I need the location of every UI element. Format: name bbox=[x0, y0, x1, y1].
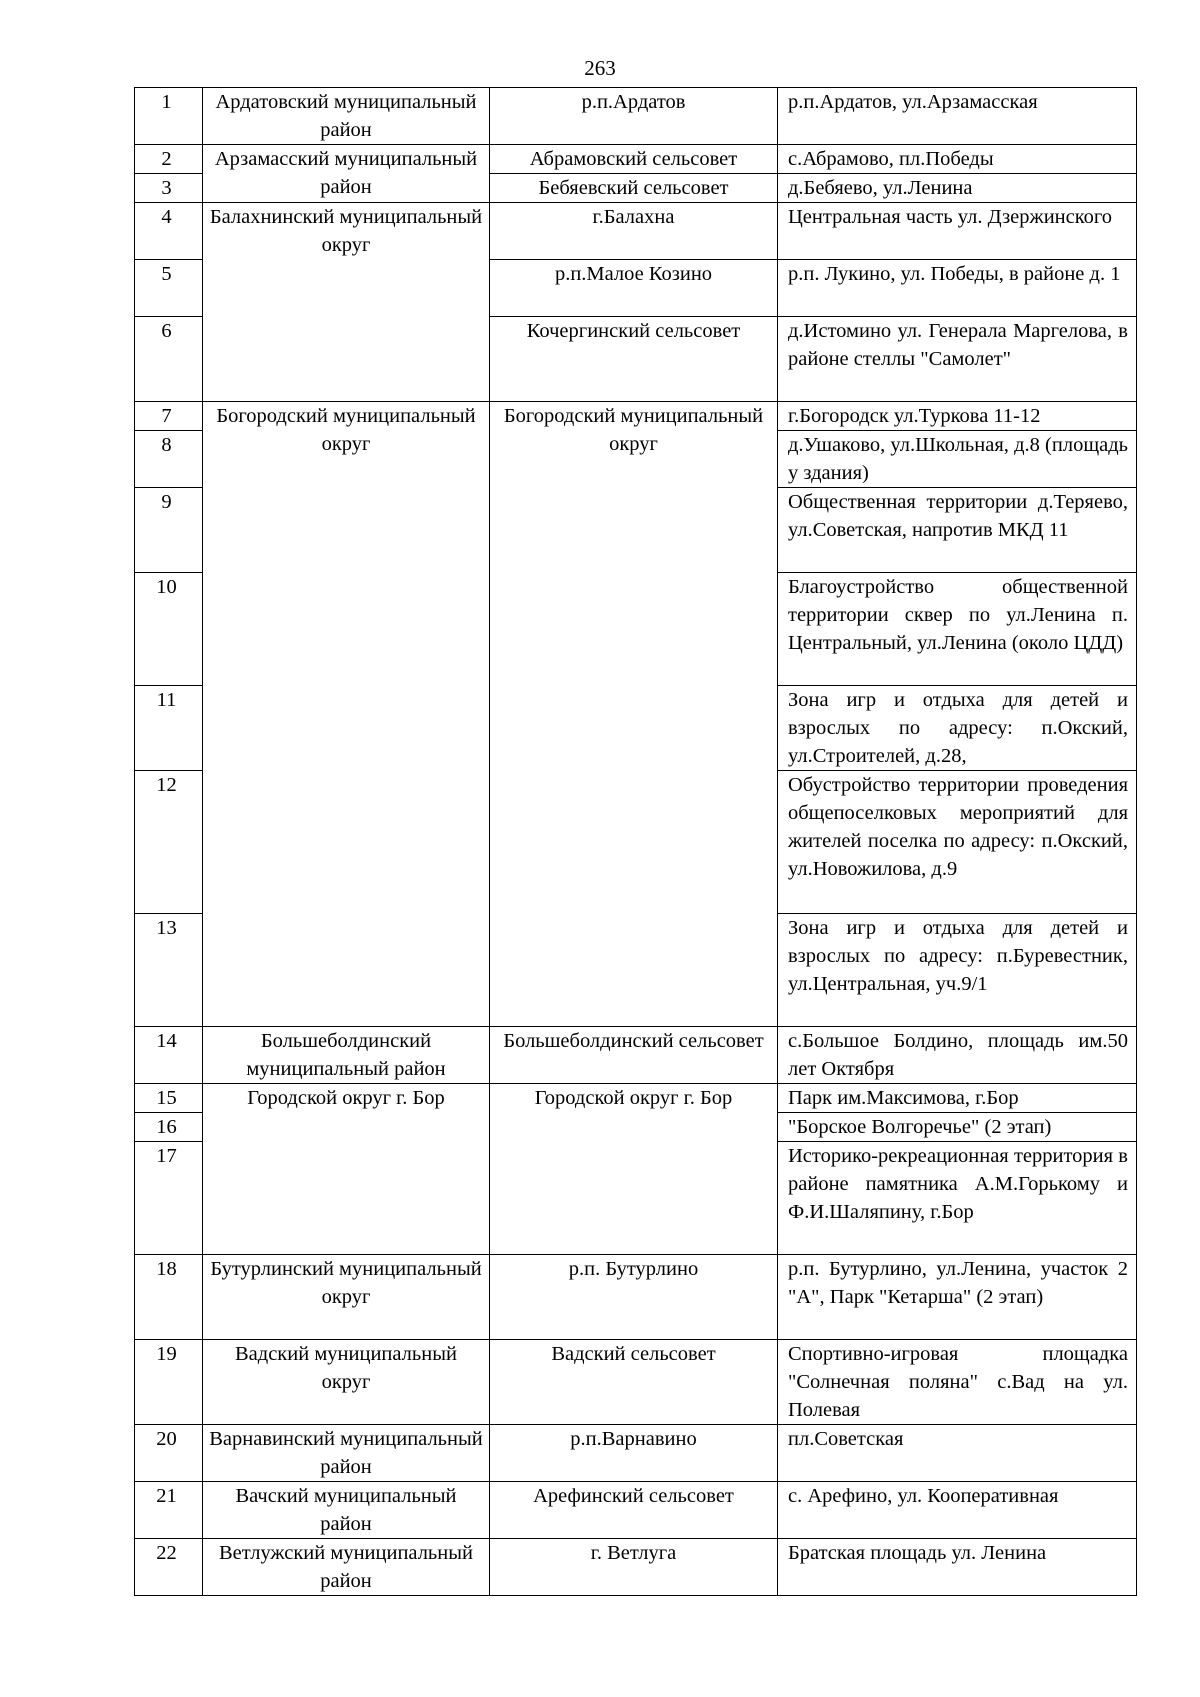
settlement-cell: р.п.Малое Козино bbox=[490, 260, 778, 317]
location-cell: Благоустройство общественной территории сквер по ул.Ленина п. Центральный, ул.Ленина (около ЦДД) bbox=[778, 573, 1137, 686]
location-cell: Спортивно-игровая площадка "Солнечная поляна" с.Вад на ул. Полевая bbox=[778, 1340, 1137, 1425]
row-number-cell: 10 bbox=[135, 573, 203, 686]
municipality-cell: Бутурлинский муниципальный округ bbox=[203, 1255, 490, 1340]
location-cell: с. Арефино, ул. Кооперативная bbox=[778, 1482, 1137, 1539]
row-number-cell: 8 bbox=[135, 431, 203, 488]
table-row bbox=[135, 145, 1137, 174]
settlement-cell: Городской округ г. Бор bbox=[490, 1084, 778, 1255]
location-cell: "Борское Волгоречье" (2 этап) bbox=[778, 1113, 1137, 1142]
row-number-cell: 2 bbox=[135, 145, 203, 174]
settlement-cell: р.п. Бутурлино bbox=[490, 1255, 778, 1340]
table-row bbox=[135, 1539, 1137, 1596]
row-number-cell: 13 bbox=[135, 914, 203, 1027]
table-row bbox=[135, 1482, 1137, 1539]
settlement-cell: Богородский муниципальный округ bbox=[490, 402, 778, 1027]
location-cell: р.п.Ардатов, ул.Арзамасская bbox=[778, 88, 1137, 145]
municipality-cell: Большеболдинский муниципальный район bbox=[203, 1027, 490, 1084]
location-cell: г.Богородск ул.Туркова 11-12 bbox=[778, 402, 1137, 431]
settlement-cell: р.п.Ардатов bbox=[490, 88, 778, 145]
table-row bbox=[135, 402, 1137, 431]
row-number-cell: 20 bbox=[135, 1425, 203, 1482]
municipality-cell: Вадский муниципальный округ bbox=[203, 1340, 490, 1425]
location-cell: с.Абрамово, пл.Победы bbox=[778, 145, 1137, 174]
table-row bbox=[135, 1027, 1137, 1084]
settlement-cell: Кочергинский сельсовет bbox=[490, 317, 778, 402]
row-number-cell: 4 bbox=[135, 203, 203, 260]
row-number-cell: 16 bbox=[135, 1113, 203, 1142]
row-number-cell: 6 bbox=[135, 317, 203, 402]
settlement-cell: Большеболдинский сельсовет bbox=[490, 1027, 778, 1084]
location-cell: Парк им.Максимова, г.Бор bbox=[778, 1084, 1137, 1113]
row-number-cell: 12 bbox=[135, 771, 203, 914]
location-cell: Общественная территории д.Теряево, ул.Советская, напротив МКД 11 bbox=[778, 488, 1137, 573]
municipality-cell: Богородский муниципальный округ bbox=[203, 402, 490, 1027]
location-cell: пл.Советская bbox=[778, 1425, 1137, 1482]
settlement-cell: Бебяевский сельсовет bbox=[490, 174, 778, 203]
table-row bbox=[135, 1255, 1137, 1340]
row-number-cell: 15 bbox=[135, 1084, 203, 1113]
row-number-cell: 21 bbox=[135, 1482, 203, 1539]
row-number-cell: 3 bbox=[135, 174, 203, 203]
location-cell: д.Истомино ул. Генерала Маргелова, в районе стеллы "Самолет" bbox=[778, 317, 1137, 402]
location-cell: Центральная часть ул. Дзержинского bbox=[778, 203, 1137, 260]
location-cell: д.Бебяево, ул.Ленина bbox=[778, 174, 1137, 203]
municipality-cell: Вачский муниципальный район bbox=[203, 1482, 490, 1539]
row-number-cell: 17 bbox=[135, 1142, 203, 1255]
page-number: 263 bbox=[584, 56, 616, 80]
settlement-cell: Арефинский сельсовет bbox=[490, 1482, 778, 1539]
registry-table bbox=[134, 87, 1137, 1596]
municipality-cell: Городской округ г. Бор bbox=[203, 1084, 490, 1255]
table-row bbox=[135, 88, 1137, 145]
municipality-cell: Варнавинский муниципальный район bbox=[203, 1425, 490, 1482]
municipality-cell: Балахнинский муниципальный округ bbox=[203, 203, 490, 402]
row-number-cell: 19 bbox=[135, 1340, 203, 1425]
row-number-cell: 5 bbox=[135, 260, 203, 317]
row-number-cell: 14 bbox=[135, 1027, 203, 1084]
location-cell: Зона игр и отдыха для детей и взрослых по адресу: п.Окский, ул.Строителей, д.28, bbox=[778, 686, 1137, 771]
row-number-cell: 1 bbox=[135, 88, 203, 145]
municipality-cell: Арзамасский муниципальный район bbox=[203, 145, 490, 203]
location-cell: р.п. Лукино, ул. Победы, в районе д. 1 bbox=[778, 260, 1137, 317]
table-row bbox=[135, 1340, 1137, 1425]
settlement-cell: Вадский сельсовет bbox=[490, 1340, 778, 1425]
municipality-cell: Ардатовский муниципальный район bbox=[203, 88, 490, 145]
location-cell: с.Большое Болдино, площадь им.50 лет Октября bbox=[778, 1027, 1137, 1084]
row-number-cell: 22 bbox=[135, 1539, 203, 1596]
settlement-cell: г. Ветлуга bbox=[490, 1539, 778, 1596]
settlement-cell: г.Балахна bbox=[490, 203, 778, 260]
municipality-cell: Ветлужский муниципальный район bbox=[203, 1539, 490, 1596]
row-number-cell: 7 bbox=[135, 402, 203, 431]
table-row bbox=[135, 1425, 1137, 1482]
settlement-cell: Абрамовский сельсовет bbox=[490, 145, 778, 174]
location-cell: Зона игр и отдыха для детей и взрослых по адресу: п.Буревестник, ул.Центральная, уч.9/1 bbox=[778, 914, 1137, 1027]
location-cell: Историко-рекреационная территория в районе памятника А.М.Горькому и Ф.И.Шаляпину, г.Бор bbox=[778, 1142, 1137, 1255]
table-row bbox=[135, 203, 1137, 260]
location-cell: Братская площадь ул. Ленина bbox=[778, 1539, 1137, 1596]
row-number-cell: 11 bbox=[135, 686, 203, 771]
location-cell: Обустройство территории проведения общепоселковых мероприятий для жителей поселка по адресу: п.Окский, ул.Новожилова, д.9 bbox=[778, 771, 1137, 914]
location-cell: р.п. Бутурлино, ул.Ленина, участок 2 "А", Парк "Кетарша" (2 этап) bbox=[778, 1255, 1137, 1340]
location-cell: д.Ушаково, ул.Школьная, д.8 (площадь у здания) bbox=[778, 431, 1137, 488]
table-row bbox=[135, 1084, 1137, 1113]
row-number-cell: 18 bbox=[135, 1255, 203, 1340]
settlement-cell: р.п.Варнавино bbox=[490, 1425, 778, 1482]
row-number-cell: 9 bbox=[135, 488, 203, 573]
